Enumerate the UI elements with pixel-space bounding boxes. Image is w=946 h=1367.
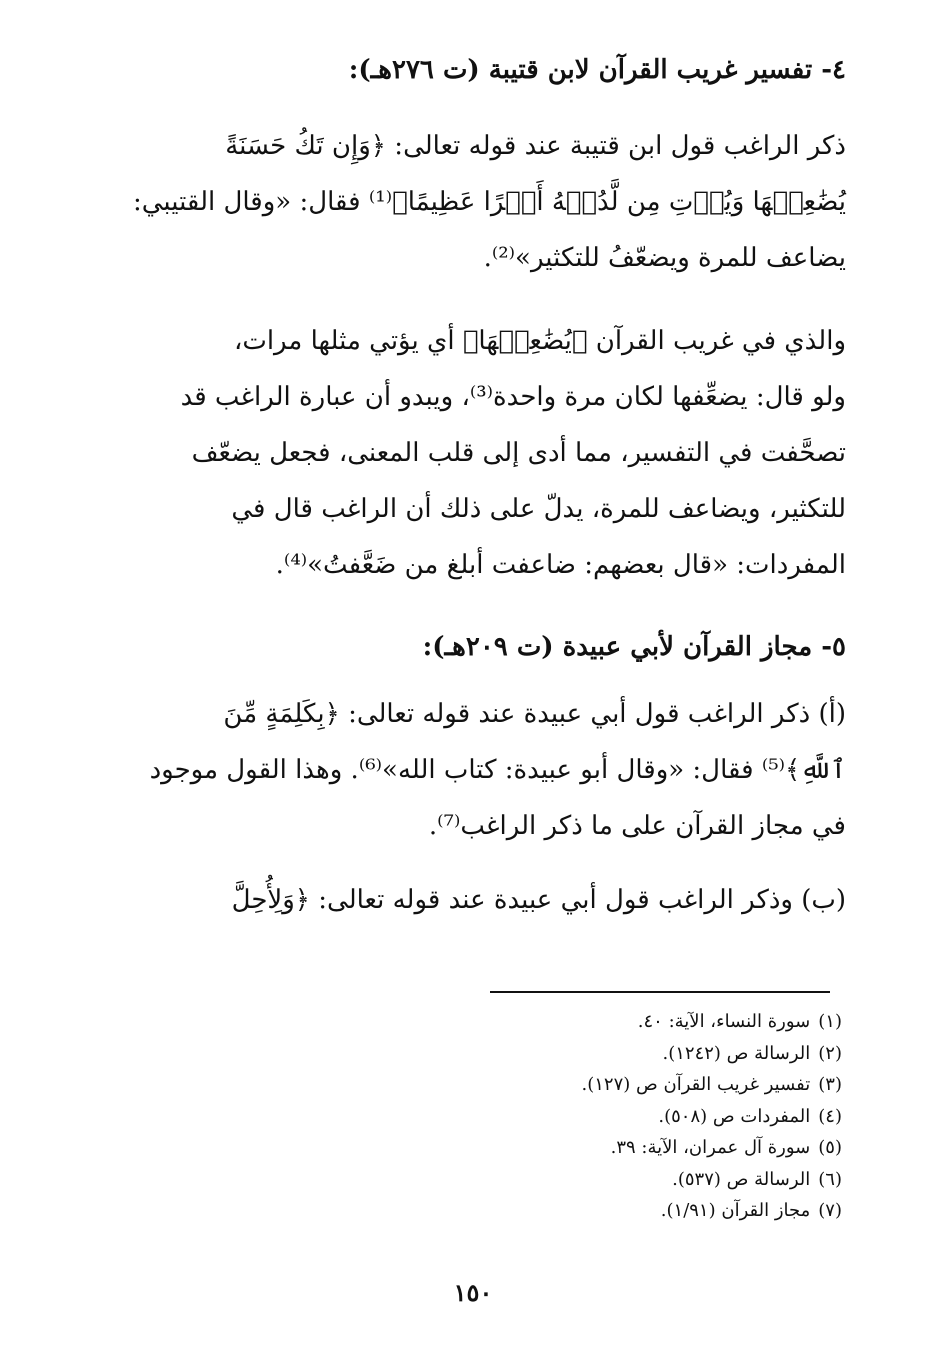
- footnote-item: [422, 1006, 842, 1038]
- section-heading-5: ٥- مجاز القرآن لأبي عبيدة (ت ٢٠٩هـ):: [422, 632, 846, 662]
- paragraph-line: (ب) وذكر الراغب قول أبي عبيدة عند قوله تعالى: ﴿وَلِأُحِلَّ: [231, 885, 846, 915]
- footnote-text: الرسالة ص (١٢٤٢).: [662, 1042, 811, 1064]
- footnote-item: [422, 1132, 842, 1164]
- paragraph-line: ولو قال: يضعِّفها لكان مرة واحدة⁽³⁾، ويبدو أن عبارة الراغب قد: [180, 382, 846, 412]
- paragraph-line: والذي في غريب القرآن ﴿يُضَٰعِفۡهَا﴾ أي يؤتي مثلها مرات،: [233, 326, 846, 356]
- footnote-item: [422, 1195, 842, 1227]
- footnote-number: (٢): [818, 1042, 842, 1064]
- footnote-item: [422, 1101, 842, 1133]
- paragraph-line: في مجاز القرآن على ما ذكر الراغب⁽⁷⁾.: [428, 811, 846, 841]
- footnote-item: [422, 1069, 842, 1101]
- footnote-number: (٤): [818, 1105, 842, 1127]
- footnote-text: سورة النساء، الآية: ٤٠.: [637, 1011, 811, 1032]
- paragraph-line: يُضَٰعِفۡهَا وَيُؤۡتِ مِن لَّدُنۡهُ أَجۡرًا عَظِيمًا﴾⁽¹⁾ فقال: «وقال القتيبي:: [132, 187, 846, 217]
- paragraph-line: تصحَّفت في التفسير، مما أدى إلى قلب المعنى، فجعل يضعّف: [191, 438, 846, 468]
- paragraph-line: ٱللَّهِ﴾⁽⁵⁾ فقال: «وقال أبو عبيدة: كتاب الله»⁽⁶⁾. وهذا القول موجود: [149, 755, 846, 785]
- paragraph-1: [70, 118, 846, 286]
- paragraph-3: [70, 686, 846, 854]
- paragraph-line: للتكثير، ويضاعف للمرة، يدلّ على ذلك أن الراغب قال في: [231, 494, 846, 524]
- footnote-text: المفردات ص (٥٠٨).: [658, 1105, 811, 1127]
- footnote-item: [422, 1038, 842, 1070]
- page-number: ١٥٠: [453, 1278, 493, 1307]
- paragraph-2: [70, 313, 846, 593]
- footnotes: [422, 1006, 842, 1227]
- section-heading-4: ٤- تفسير غريب القرآن لابن قتيبة (ت ٢٧٦هـ):: [348, 55, 846, 85]
- paragraph-line: المفردات: «قال بعضهم: ضاعفت أبلغ من ضَعَّفتُ»⁽⁴⁾.: [275, 550, 846, 580]
- footnote-number: (٦): [818, 1168, 842, 1190]
- footnote-number: (٧): [818, 1200, 842, 1221]
- footnote-number: (٣): [818, 1074, 842, 1095]
- paragraph-4: [70, 872, 846, 928]
- footnote-text: الرسالة ص (٥٣٧).: [672, 1168, 811, 1190]
- footnote-number: (٥): [818, 1137, 842, 1158]
- footnote-number: (١): [818, 1011, 842, 1032]
- paragraph-line: ذكر الراغب قول ابن قتيبة عند قوله تعالى: ﴿وَإِن تَكُ حَسَنَةً: [225, 131, 846, 161]
- footnote-text: مجاز القرآن (١/٩١).: [660, 1200, 811, 1221]
- footnote-text: تفسير غريب القرآن ص (١٢٧).: [581, 1074, 811, 1095]
- footnote-item: [422, 1164, 842, 1196]
- footnote-separator: [490, 991, 830, 993]
- paragraph-line: يضاعف للمرة ويضعّفُ للتكثير»⁽²⁾.: [483, 243, 846, 273]
- footnote-text: سورة آل عمران، الآية: ٣٩.: [610, 1137, 811, 1158]
- paragraph-line: (أ) ذكر الراغب قول أبي عبيدة عند قوله تعالى: ﴿بِكَلِمَةٍ مِّنَ: [223, 699, 846, 729]
